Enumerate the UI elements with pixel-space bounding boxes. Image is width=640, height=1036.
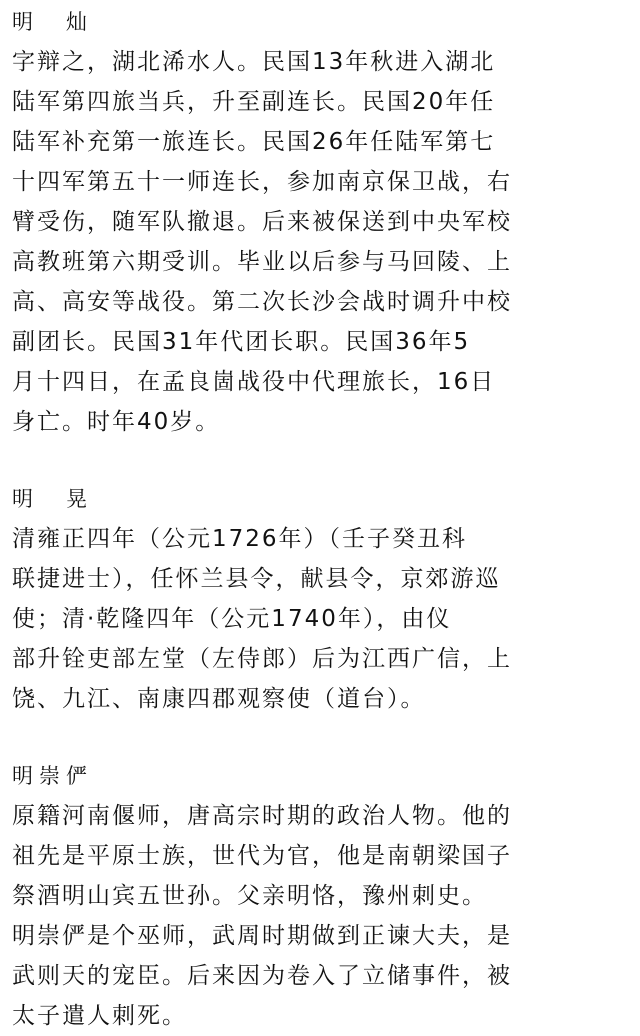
text-line: 陆军第四旅当兵，升至副连长。民国20年任 xyxy=(12,89,496,115)
text-line: 陆军补充第一旅连长。民国26年任陆军第七 xyxy=(12,129,496,155)
text-line: 高、高安等战役。第二次长沙会战时调升中校 xyxy=(12,289,512,315)
text-line: 祖先是平原士族，世代为官，他是南朝梁国子 xyxy=(12,843,512,869)
text-line: 副团长。民国31年代团长职。民国36年5 xyxy=(12,329,471,355)
section-spacer xyxy=(12,719,632,754)
entry-ming-huang xyxy=(12,479,632,719)
text-line: 部升铨吏部左堂（左侍郎）后为江西广信，上 xyxy=(12,646,512,672)
text-line: 十四军第五十一师连长，参加南京保卫战，右 xyxy=(12,169,512,195)
text-line: 使；清·乾隆四年（公元1740年），由仪 xyxy=(12,606,452,632)
text-line: 原籍河南偃师，唐高宗时期的政治人物。他的 xyxy=(12,803,512,829)
entry-heading: 明 晃 xyxy=(12,487,93,511)
text-line: 清雍正四年（公元1726年）（壬子癸丑科 xyxy=(12,526,468,552)
section-spacer xyxy=(12,442,632,477)
entry-body xyxy=(12,796,632,1036)
text-line: 饶、九江、南康四郡观察使（道台）。 xyxy=(12,686,426,712)
entry-ming-chongyan xyxy=(12,756,632,1036)
entry-ming-can xyxy=(12,2,632,442)
text-line: 联捷进士），任怀兰县令，献县令，京郊游巡 xyxy=(12,566,501,592)
document-page xyxy=(12,0,632,1036)
entry-heading: 明崇俨 xyxy=(12,764,93,788)
text-line: 身亡。时年40岁。 xyxy=(12,409,221,435)
text-line: 高教班第六期受训。毕业以后参与马回陵、上 xyxy=(12,249,512,275)
text-line: 武则天的宠臣。后来因为卷入了立储事件，被 xyxy=(12,963,512,989)
entry-heading: 明 灿 xyxy=(12,10,93,34)
text-line: 祭酒明山宾五世孙。父亲明恪，豫州刺史。 xyxy=(12,883,487,909)
text-line: 月十四日，在孟良崮战役中代理旅长，16日 xyxy=(12,369,496,395)
text-line: 明崇俨是个巫师，武周时期做到正谏大夫，是 xyxy=(12,923,512,949)
text-line: 太子遣人刺死。 xyxy=(12,1003,187,1029)
text-line: 字辩之，湖北浠水人。民国13年秋进入湖北 xyxy=(12,49,496,75)
entry-body xyxy=(12,42,632,442)
entry-body xyxy=(12,519,632,719)
text-line: 臂受伤，随军队撤退。后来被保送到中央军校 xyxy=(12,209,512,235)
